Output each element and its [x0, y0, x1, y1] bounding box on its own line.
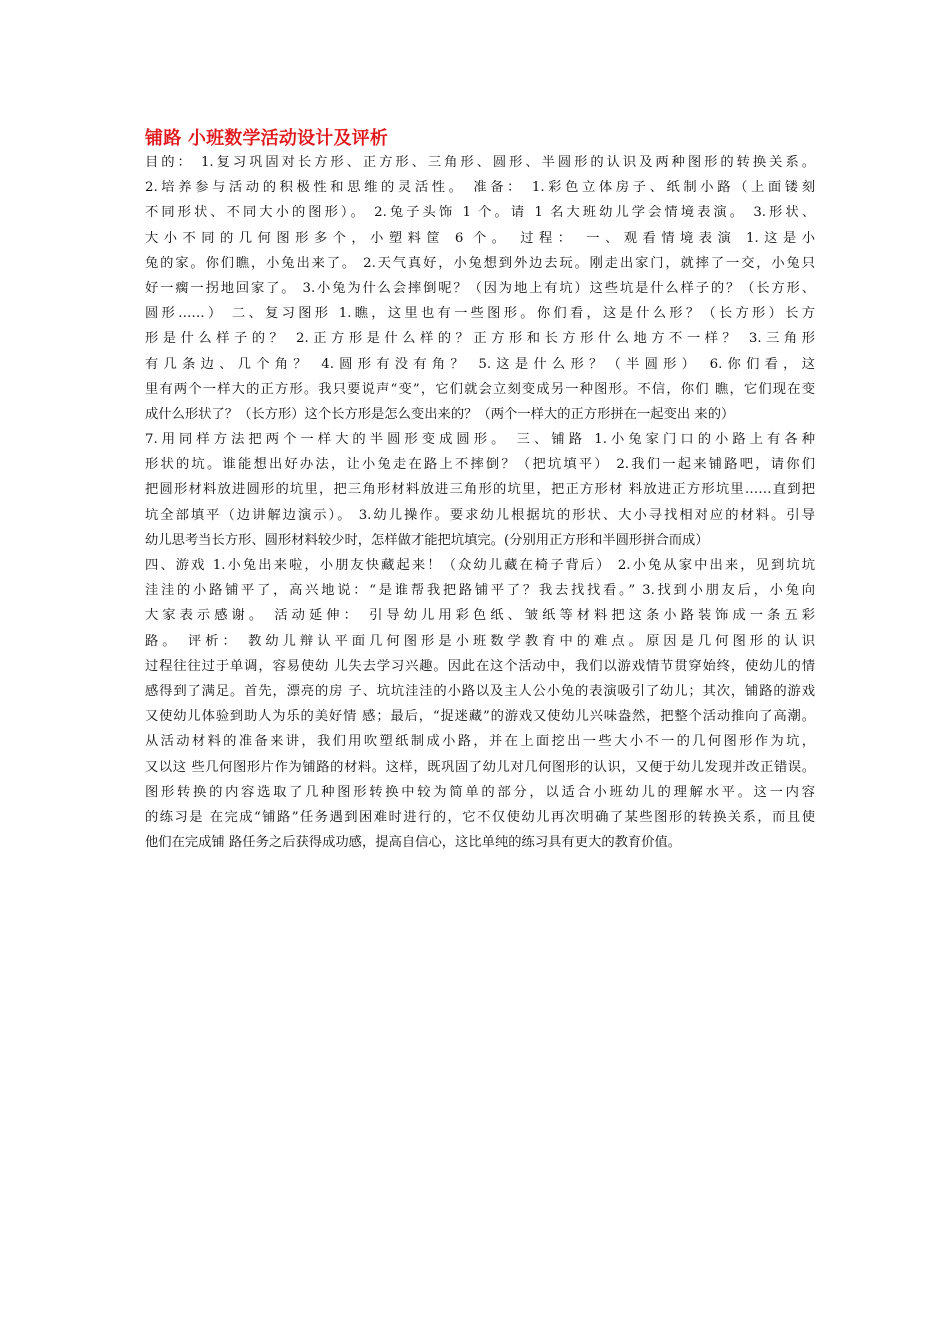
text-line: 有几条边、几个角？ 4.圆形有没有角？ 5.这是什么形？（半圆形） 6.你们看，这	[145, 356, 815, 372]
text-line: 又使幼儿体验到助人为乐的美好情 感；最后，“捉迷藏”的游戏又使幼儿兴味盎然，把整个活动推向了高潮。	[145, 709, 815, 725]
text-line: 圆形……） 二、复习图形 1.瞧，这里也有一些图形。你们看，这是什么形？（长方形）长方	[145, 306, 815, 322]
document-title: 铺路 小班数学活动设计及评析	[145, 128, 389, 149]
text-line: 四、游戏 1.小兔出来啦，小朋友快藏起来！（众幼儿藏在椅子背后） 2.小兔从家中出来，见到坑坑	[145, 558, 815, 573]
text-line: 又以这 些几何图形片作为铺路的材料。这样，既巩固了幼儿对几何图形的认识，又便于幼儿发现并改正错误。	[145, 759, 815, 775]
text-line: 大小不同的几何图形多个，小塑料筐 6 个。 过程： 一、观看情境表演 1.这是小	[145, 230, 815, 246]
text-line: 形状的坑。谁能想出好办法，让小兔走在路上不摔倒？（把坑填平） 2.我们一起来铺路吧，请你们	[145, 457, 815, 473]
text-line: 坑全部填平（边讲解边演示）。 3.幼儿操作。要求幼儿根据坑的形状、大小寻找相对应的材料。引导	[145, 507, 815, 523]
document-body	[145, 150, 815, 855]
text-line: 7.用同样方法把两个一样大的半圆形变成圆形。 三、铺路 1.小兔家门口的小路上有各种	[145, 432, 815, 448]
text-line: 2.培养参与活动的积极性和思维的灵活性。 准备： 1.彩色立体房子、纸制小路（上面镂刻	[145, 180, 815, 196]
text-line: 感得到了满足。首先，漂亮的房 子、坑坑洼洼的小路以及主人公小兔的表演吸引了幼儿；其次，铺路的游戏	[145, 683, 815, 699]
text-line: 从活动材料的准备来讲，我们用吹塑纸制成小路，并在上面挖出一些大小不一的几何图形作为坑，	[145, 734, 815, 750]
text-line: 好一瘸一拐地回家了。 3.小兔为什么会摔倒呢？（因为地上有坑）这些坑是什么样子的？（长方形、	[145, 280, 815, 296]
text-line: 成什么形状了？（长方形）这个长方形是怎么变出来的？（两个一样大的正方形拼在一起变出 来的）	[145, 406, 735, 422]
text-line: 兔的家。你们瞧，小兔出来了。 2.天气真好，小兔想到外边去玩。刚走出家门，就摔了一交，小兔只	[145, 255, 815, 271]
text-line: 不同形状、不同大小的图形）。 2.兔子头饰 1 个。请 1 名大班幼儿学会情境表演。 3.形状、	[145, 205, 815, 221]
text-line: 幼儿思考当长方形、圆形材料较少时，怎样做才能把坑填完。(分别用正方形和半圆形拼合而成）	[145, 532, 709, 548]
text-line: 图形转换的内容选取了几种图形转换中较为简单的部分，以适合小班幼儿的理解水平。这一内容	[145, 784, 815, 800]
text-line: 路。 评析： 教幼儿辩认平面几何图形是小班数学教育中的难点。原因是几何图形的认识	[145, 633, 815, 649]
text-line: 把圆形材料放进圆形的坑里，把三角形材料放进三角形的坑里，把正方形材 料放进正方形坑里……直到把	[145, 482, 815, 498]
text-line: 大家表示感谢。 活动延伸： 引导幼儿用彩色纸、皱纸等材料把这条小路装饰成一条五彩	[145, 608, 815, 624]
text-line: 里有两个一样大的正方形。我只要说声“变”，它们就会立刻变成另一种图形。不信，你们 瞧，它们现在变	[145, 381, 815, 397]
text-line: 的练习是 在完成“铺路”任务遇到困难时进行的，它不仅使幼儿再次明确了某些图形的转换关系，而且使	[145, 809, 815, 825]
text-line: 形是什么样子的？ 2.正方形是什么样的？正方形和长方形什么地方不一样？ 3.三角形	[145, 331, 815, 347]
text-line: 过程往往过于单调，容易使幼 儿失去学习兴趣。因此在这个活动中，我们以游戏情节贯穿始终，使幼儿的情	[145, 658, 815, 674]
text-line: 他们在完成铺 路任务之后获得成功感，提高自信心，这比单纯的练习具有更大的教育价值。	[145, 835, 682, 851]
text-line: 目的： 1.复习巩固对长方形、正方形、三角形、圆形、半圆形的认识及两种图形的转换关系。	[145, 155, 815, 170]
text-line: 洼洼的小路铺平了，高兴地说：“是谁帮我把路铺平了？我去找找看。” 3.找到小朋友后，小兔向	[145, 583, 815, 599]
